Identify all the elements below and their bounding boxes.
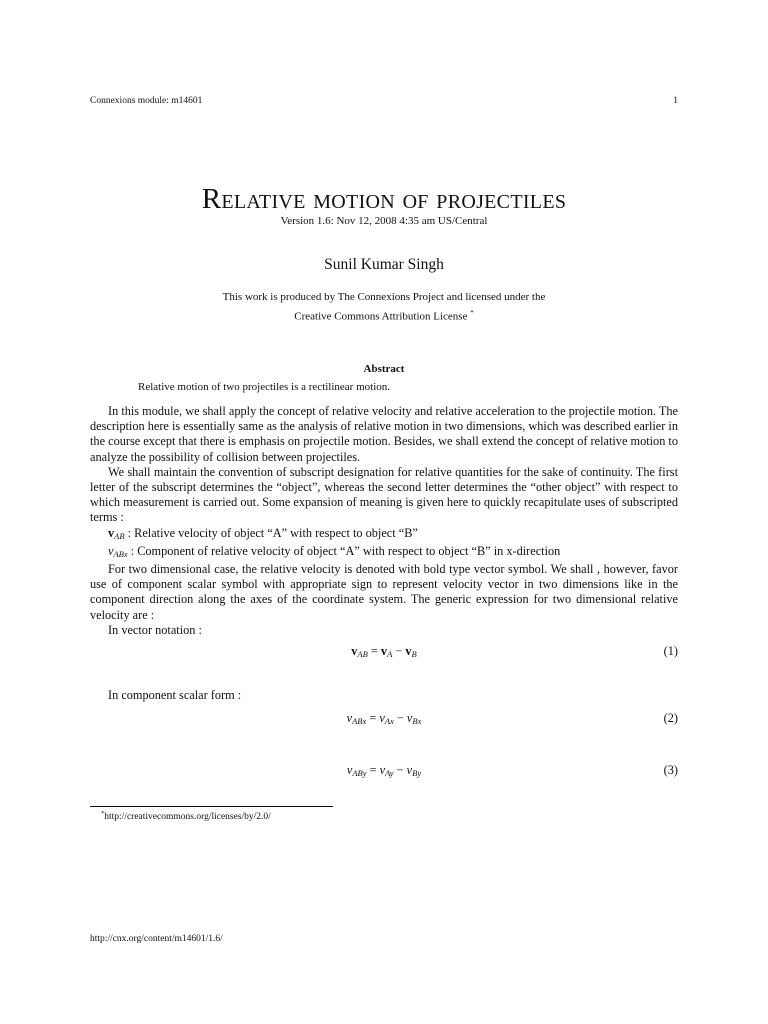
license-line-2 — [0, 306, 768, 325]
eq3-lhs-sub: ABy — [352, 768, 367, 778]
footnote-link[interactable]: http://creativecommons.org/licenses/by/2.0/ — [104, 812, 271, 823]
eq3-term1: v — [379, 763, 386, 777]
eq3-term2: v — [406, 763, 413, 777]
eq2-term1: v — [379, 711, 385, 725]
footnote-marker: * — [470, 308, 474, 317]
definition-vabx — [90, 544, 678, 562]
footnote — [101, 810, 271, 822]
eq1-term1-sub: A — [387, 649, 393, 659]
page-number: 1 — [673, 96, 678, 106]
symbol-vab: v — [108, 525, 115, 540]
paragraph-vector-notation: In vector notation : — [108, 622, 202, 637]
symbol-vabx-subscript: ABx — [113, 548, 128, 559]
eq2-lhs-sub: ABx — [352, 716, 367, 726]
eq1-term2: v — [405, 644, 412, 658]
eq1-lhs-sub: AB — [357, 649, 368, 659]
license-line-1: This work is produced by The Connexions Project and licensed under the — [222, 291, 546, 303]
body-text — [90, 404, 678, 638]
eq3-term1-sub: Ay — [385, 768, 394, 778]
eq1-term2-sub: B — [411, 649, 417, 659]
module-id: Connexions module: m14601 — [90, 96, 203, 106]
footnote-mark: * — [101, 810, 105, 817]
eq1-lhs: v — [351, 644, 358, 658]
eq3-minus: − — [393, 763, 407, 777]
eq3-equals: = — [366, 763, 380, 777]
version-line: Version 1.6: Nov 12, 2008 4:35 am US/Central — [280, 215, 488, 227]
symbol-vabx: v — [108, 543, 114, 558]
equation-3 — [90, 763, 678, 781]
paragraph-component-form: In component scalar form : — [108, 688, 242, 702]
abstract-text: Relative motion of two projectiles is a rectilinear motion. — [138, 381, 391, 393]
footnote-rule — [90, 806, 333, 807]
eq1-equals: = — [367, 644, 381, 658]
eq2-term1-sub: Ax — [384, 716, 394, 726]
eq2-term2-sub: Bx — [412, 716, 422, 726]
eq2-lhs: v — [346, 711, 353, 725]
symbol-vab-subscript: AB — [114, 530, 125, 541]
definition-vab — [90, 526, 678, 544]
equation-1-number: (1) — [663, 644, 678, 658]
license-notice — [0, 290, 768, 325]
license-name: Creative Commons Attribution License — [294, 310, 468, 323]
equation-3-expression — [90, 763, 678, 778]
running-header — [90, 96, 678, 106]
equation-2 — [90, 711, 678, 729]
eq2-minus: − — [393, 711, 407, 725]
definition-vab-text: : Relative velocity of object “A” with respect to object “B” — [124, 525, 418, 540]
equation-1 — [90, 644, 678, 662]
eq2-term2: v — [406, 711, 413, 725]
equation-3-number: (3) — [663, 763, 678, 777]
document-title: Relative motion of projectiles — [201, 183, 567, 215]
equation-2-number: (2) — [663, 711, 678, 725]
definition-vabx-text: : Component of relative velocity of object “A” with respect to object “B” in x-direction — [127, 543, 561, 558]
paragraph-intro: In this module, we shall apply the concept of relative velocity and relative acceleration to the projectile motion. The description here is essentially same as the analysis of relative motion in two dimensions, which was described earlier in the course except that there is emphasis on projectile motion. Besides, we shall extend the concept of relative motion to analyze the possibility of collision between projectiles. — [90, 404, 679, 464]
paragraph-two-dimensional: For two dimensional case, the relative velocity is denoted with bold type vector symbol. We shall , however, favor use of component scalar symbol with appropriate sign to represent velocity vector in two dimensions like in the component direction along the axes of the coordinate system. The generic expression for two dimensional relative velocity are : — [90, 562, 678, 622]
eq3-lhs: v — [346, 763, 353, 777]
paragraph-convention: We shall maintain the convention of subscript designation for relative quantities for the sake of continuity. The first letter of the subscript determines the “object”, whereas the second letter determines the “other object” with respect to which measurement is carried out. Some expansion of meaning is given here to quickly recapitulate uses of subscripted terms : — [90, 464, 678, 525]
eq1-minus: − — [392, 644, 406, 658]
author-name: Sunil Kumar Singh — [324, 256, 444, 273]
eq3-term2-sub: By — [412, 768, 422, 778]
abstract-heading: Abstract — [363, 363, 405, 375]
eq2-equals: = — [366, 711, 380, 725]
eq1-term1: v — [380, 644, 388, 658]
equation-2-expression — [90, 711, 678, 726]
page-footer-url[interactable]: http://cnx.org/content/m14601/1.6/ — [90, 934, 223, 944]
equation-1-expression — [90, 644, 678, 659]
